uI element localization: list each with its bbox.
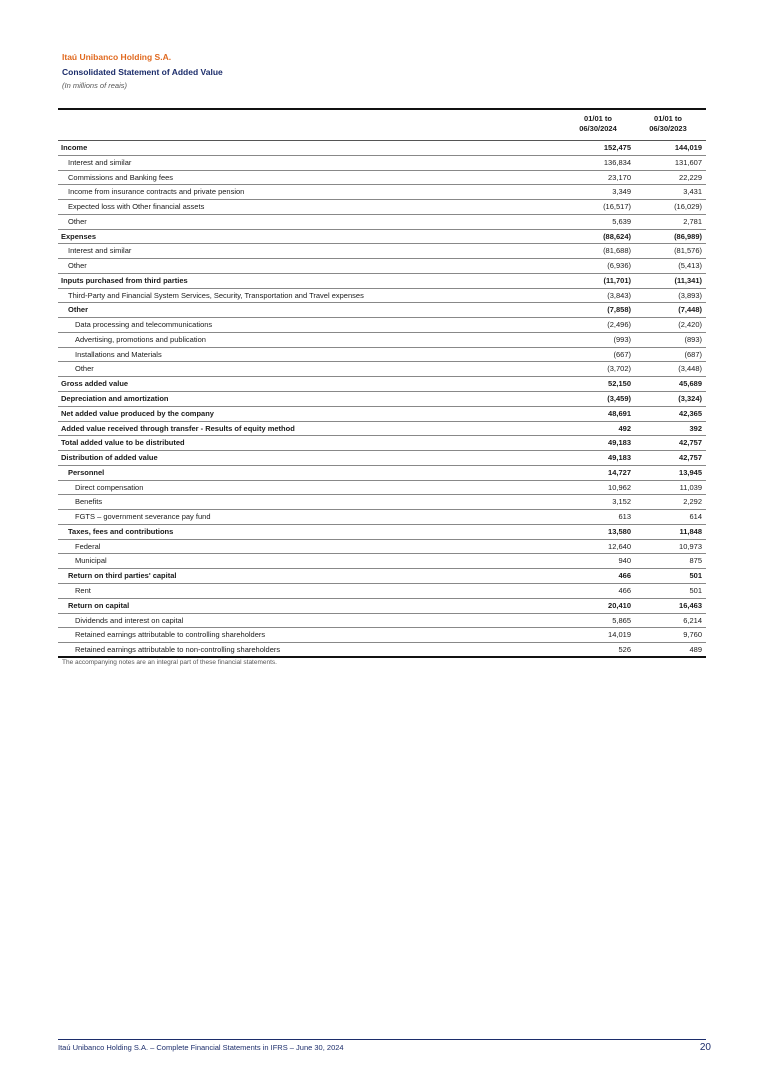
table-row: [58, 436, 706, 451]
row-label: FGTS – government severance pay fund: [75, 512, 211, 522]
row-value-2023: 11,039: [679, 482, 702, 492]
row-value-2024: 20,410: [608, 600, 631, 610]
row-value-2023: 392: [689, 423, 702, 433]
row-value-2023: 614: [689, 512, 702, 522]
row-value-2023: 13,945: [679, 467, 702, 477]
table-row: [58, 333, 706, 348]
table-row: [58, 274, 706, 289]
row-label: Retained earnings attributable to non-controlling shareholders: [75, 645, 281, 655]
row-label: Other: [68, 216, 87, 226]
table-row: [58, 141, 706, 156]
row-value-2023: 10,973: [679, 541, 702, 551]
row-value-2024: 940: [618, 556, 631, 566]
table-body: [58, 141, 706, 658]
row-value-2024: 12,640: [608, 541, 631, 551]
company-name: Itaú Unibanco Holding S.A.: [62, 52, 172, 62]
row-value-2023: 42,757: [679, 453, 702, 463]
row-value-2024: 466: [618, 585, 631, 595]
row-value-2023: (3,324): [678, 394, 702, 404]
table-row: [58, 392, 706, 407]
row-value-2024: (81,688): [603, 246, 631, 256]
row-label: Other: [68, 305, 89, 315]
row-value-2024: 14,019: [608, 630, 631, 640]
row-label: Total added value to be distributed: [61, 438, 185, 448]
row-label: Net added value produced by the company: [61, 408, 214, 418]
row-value-2023: (893): [684, 334, 702, 344]
row-label: Income: [61, 143, 88, 152]
row-label: Distribution of added value: [61, 453, 158, 463]
row-value-2024: 5,639: [612, 216, 631, 226]
row-value-2024: 3,152: [612, 497, 631, 507]
row-value-2023: 2,292: [683, 497, 702, 507]
row-value-2023: 3,431: [683, 187, 702, 197]
row-value-2024: 5,865: [612, 615, 631, 625]
row-value-2023: 2,781: [683, 216, 702, 226]
row-value-2024: 48,691: [608, 408, 631, 418]
row-label: Personnel: [68, 467, 105, 477]
table-row: [58, 407, 706, 422]
table-row: [58, 377, 706, 392]
row-value-2023: 501: [689, 571, 702, 581]
row-value-2023: (5,413): [678, 261, 702, 271]
row-value-2023: (687): [684, 349, 702, 359]
row-value-2024: (88,624): [603, 231, 631, 241]
row-label: Commissions and Banking fees: [68, 172, 174, 182]
row-value-2024: 492: [618, 423, 631, 433]
row-value-2023: (2,420): [678, 320, 702, 330]
column-header-2024: [558, 114, 638, 134]
row-value-2024: 23,170: [608, 172, 631, 182]
row-label: Third-Party and Financial System Services, Security, Transportation and Travel expenses: [68, 290, 364, 300]
table-row: [58, 599, 706, 614]
row-value-2023: (16,029): [674, 202, 702, 212]
row-label: Municipal: [75, 556, 107, 566]
row-value-2024: (993): [613, 334, 631, 344]
row-value-2024: (11,701): [603, 275, 631, 285]
row-value-2023: (3,448): [678, 364, 702, 374]
row-value-2023: 42,365: [679, 408, 702, 418]
row-value-2024: 10,962: [608, 482, 631, 492]
column-headers: [58, 110, 706, 141]
row-value-2023: 501: [689, 585, 702, 595]
column-header-2024-text: 01/01 to 06/30/2024: [579, 114, 617, 133]
row-label: Advertising, promotions and publication: [75, 334, 206, 344]
table-row: [58, 525, 706, 540]
table-row: [58, 495, 706, 510]
row-label: Other: [75, 364, 94, 374]
row-value-2023: 42,757: [679, 438, 702, 448]
row-label: Expenses: [61, 231, 97, 241]
row-value-2024: 136,834: [603, 157, 631, 167]
row-value-2024: 152,475: [603, 143, 631, 152]
table-row: [58, 171, 706, 186]
table-row: [58, 569, 706, 584]
row-value-2024: 613: [618, 512, 631, 522]
row-value-2023: (86,989): [674, 231, 702, 241]
row-value-2024: (7,858): [607, 305, 631, 315]
row-label: Interest and similar: [68, 157, 132, 167]
row-value-2023: 131,607: [674, 157, 702, 167]
table-row: [58, 200, 706, 215]
table-row: [58, 156, 706, 171]
row-value-2023: (3,893): [678, 290, 702, 300]
row-value-2024: (3,843): [607, 290, 631, 300]
table-row: [58, 510, 706, 525]
page-number: 20: [699, 1042, 711, 1053]
row-value-2023: 6,214: [683, 615, 702, 625]
row-value-2024: 52,150: [608, 379, 631, 389]
row-label: Other: [68, 261, 87, 271]
row-label: Expected loss with Other financial assets: [68, 202, 205, 212]
footer-rule: [58, 1039, 706, 1040]
row-value-2024: (6,936): [607, 261, 631, 271]
table-row: [58, 614, 706, 629]
table-row: [58, 584, 706, 599]
row-label: Retained earnings attributable to controlling shareholders: [75, 630, 266, 640]
row-value-2024: 49,183: [608, 453, 631, 463]
row-value-2024: 3,349: [612, 187, 631, 197]
table-row: [58, 244, 706, 259]
row-value-2024: 14,727: [608, 467, 631, 477]
row-label: Gross added value: [61, 379, 129, 389]
table-row: [58, 554, 706, 569]
table-row: [58, 348, 706, 363]
row-label: Inputs purchased from third parties: [61, 275, 188, 285]
table-row: [58, 628, 706, 643]
row-label: Income from insurance contracts and private pension: [68, 187, 245, 197]
row-value-2023: (7,448): [678, 305, 702, 315]
table-row: [58, 289, 706, 304]
row-value-2024: (3,459): [607, 394, 631, 404]
row-value-2024: 13,580: [608, 526, 631, 536]
table-row: [58, 540, 706, 555]
statement-title: Consolidated Statement of Added Value: [62, 67, 223, 77]
table-row: [58, 215, 706, 230]
row-value-2023: 144,019: [674, 143, 702, 152]
row-value-2023: (81,576): [674, 246, 702, 256]
row-value-2024: 466: [618, 571, 631, 581]
added-value-table: [58, 108, 706, 658]
table-row: [58, 422, 706, 437]
row-label: Return on capital: [68, 600, 130, 610]
row-label: Interest and similar: [68, 246, 132, 256]
column-header-2023: [628, 114, 708, 134]
table-row: [58, 643, 706, 658]
row-value-2023: 22,229: [679, 172, 702, 182]
row-value-2024: (3,702): [607, 364, 631, 374]
row-label: Federal: [75, 541, 101, 551]
table-row: [58, 303, 706, 318]
row-label: Dividends and interest on capital: [75, 615, 184, 625]
row-value-2023: 875: [689, 556, 702, 566]
row-value-2023: 11,848: [679, 526, 702, 536]
row-value-2023: (11,341): [674, 275, 702, 285]
row-value-2024: (16,517): [603, 202, 631, 212]
footer-text: Itaú Unibanco Holding S.A. – Complete Financial Statements in IFRS – June 30, 2024: [58, 1043, 344, 1052]
row-value-2024: (667): [613, 349, 631, 359]
row-value-2024: 526: [618, 645, 631, 655]
row-label: Data processing and telecommunications: [75, 320, 213, 330]
row-label: Installations and Materials: [75, 349, 162, 359]
row-value-2024: (2,496): [607, 320, 631, 330]
row-label: Benefits: [75, 497, 103, 507]
row-label: Direct compensation: [75, 482, 144, 492]
row-value-2023: 9,760: [683, 630, 702, 640]
column-header-2023-text: 01/01 to 06/30/2023: [649, 114, 687, 133]
row-label: Rent: [75, 585, 91, 595]
table-row: [58, 466, 706, 481]
row-value-2024: 49,183: [608, 438, 631, 448]
table-row: [58, 185, 706, 200]
row-label: Added value received through transfer - Results of equity method: [61, 423, 295, 433]
currency-subtitle: (In millions of reais): [62, 81, 128, 90]
row-label: Taxes, fees and contributions: [68, 526, 174, 536]
table-row: [58, 230, 706, 245]
table-row: [58, 259, 706, 274]
row-value-2023: 16,463: [679, 600, 702, 610]
row-label: Depreciation and amortization: [61, 394, 169, 404]
row-value-2023: 489: [689, 645, 702, 655]
row-label: Return on third parties' capital: [68, 571, 177, 581]
table-row: [58, 481, 706, 496]
table-row: [58, 318, 706, 333]
table-row: [58, 362, 706, 377]
footnote: The accompanying notes are an integral part of these financial statements.: [62, 659, 277, 666]
row-value-2023: 45,689: [679, 379, 702, 389]
table-row: [58, 451, 706, 466]
